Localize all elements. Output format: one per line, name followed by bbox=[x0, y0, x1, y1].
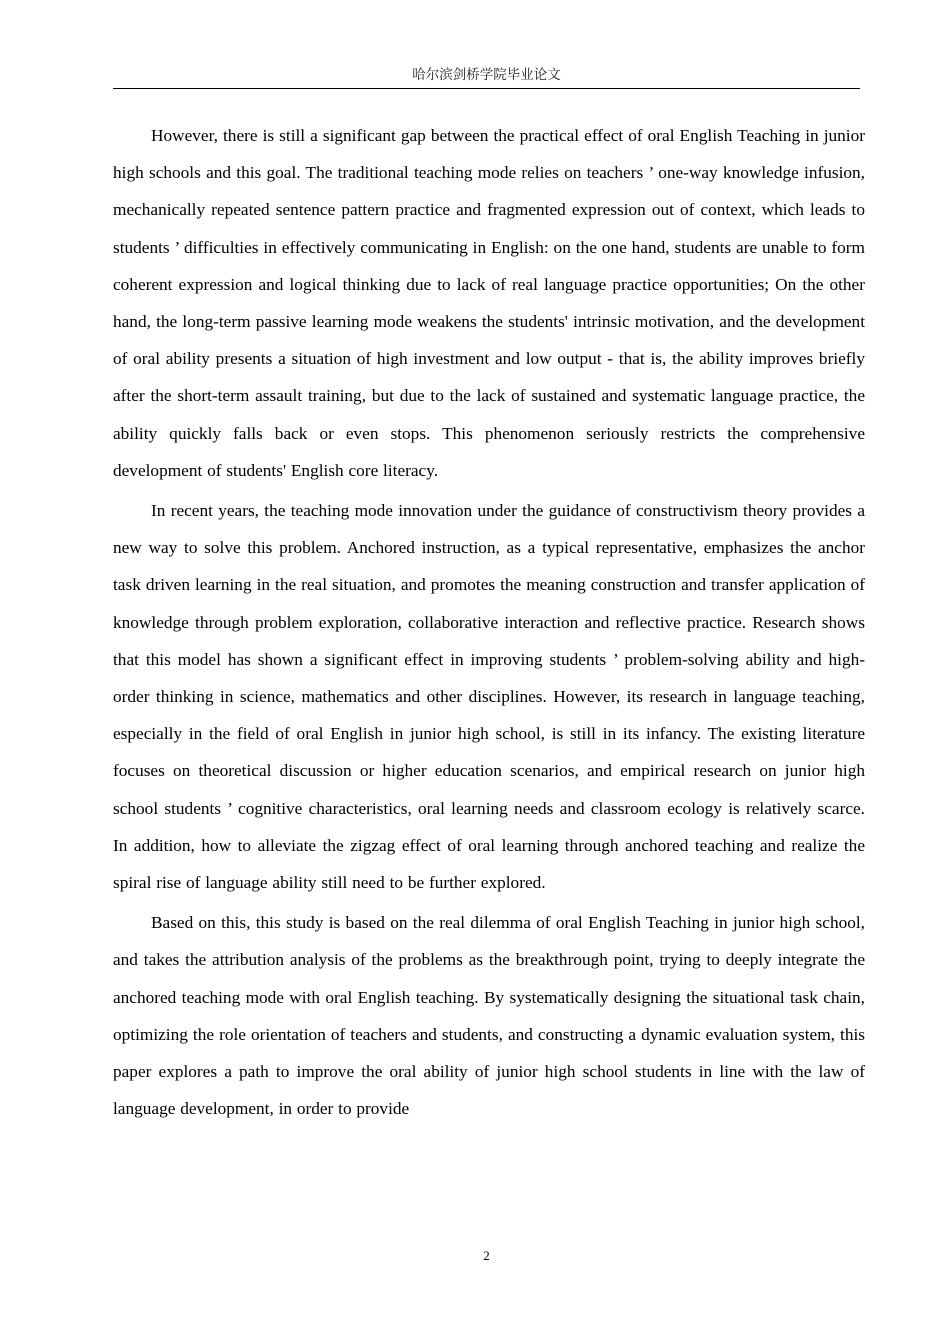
paragraph-1: However, there is still a significant gap between the practical effect of oral English Teaching in junior high schools and this goal. The traditional teaching mode relies on teachers ’ one-way knowledge infusion, mechanically repeated sentence pattern practice and fragmented expression out of context, which leads to students ’ difficulties in effectively communicating in English: on the one hand, students are unable to form coherent expression and logical thinking due to lack of real language practice opportunities; On the other hand, the long-term passive learning mode weakens the students' intrinsic motivation, and the development of oral ability presents a situation of high investment and low output - that is, the ability improves briefly after the short-term assault training, but due to the lack of sustained and systematic language practice, the ability quickly falls back or even stops. This phenomenon seriously restricts the comprehensive development of students' English core literacy. bbox=[113, 126, 865, 480]
body-text bbox=[113, 117, 865, 1130]
header-divider bbox=[113, 88, 860, 89]
paragraph-2: In recent years, the teaching mode innovation under the guidance of constructivism theory provides a new way to solve this problem. Anchored instruction, as a typical representative, emphasizes the anchor task driven learning in the real situation, and promotes the meaning construction and transfer application of knowledge through problem exploration, collaborative interaction and reflective practice. Research shows that this model has shown a significant effect in improving students ’ problem-solving ability and high-order thinking in science, mathematics and other disciplines. However, its research in language teaching, especially in the field of oral English in junior high school, is still in its infancy. The existing literature focuses on theoretical discussion or higher education scenarios, and empirical research on junior high school students ’ cognitive characteristics, oral learning needs and classroom ecology is relatively scarce. In addition, how to alleviate the zigzag effect of oral learning through anchored teaching and realize the spiral rise of language ability still need to be further explored. bbox=[113, 501, 865, 893]
running-header: 哈尔滨剑桥学院毕业论文 bbox=[412, 67, 561, 82]
paragraph-3: Based on this, this study is based on the real dilemma of oral English Teaching in junior high school, and takes the attribution analysis of the problems as the breakthrough point, trying to deeply integrate the anchored teaching mode with oral English teaching. By systematically designing the situational task chain, optimizing the role orientation of teachers and students, and constructing a dynamic evaluation system, this paper explores a path to improve the oral ability of junior high school students in line with the law of language development, in order to provide bbox=[113, 913, 865, 1119]
page-number: 2 bbox=[483, 1248, 490, 1263]
